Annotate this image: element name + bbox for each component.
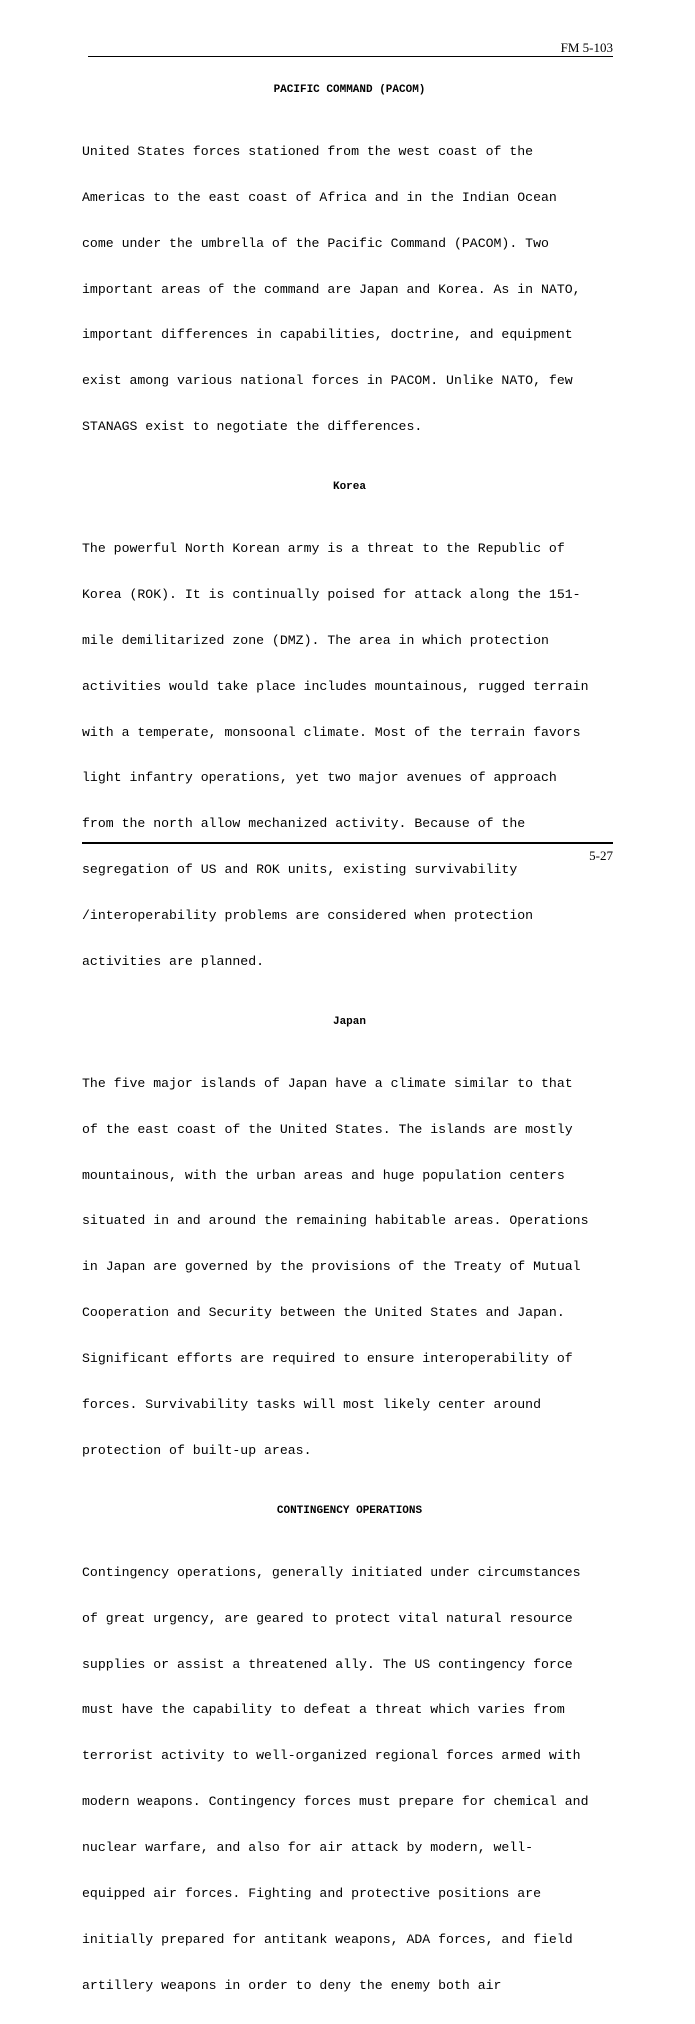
- text-line: forces. Survivability tasks will most likely center around: [82, 1397, 541, 1413]
- text-line: segregation of US and ROK units, existing survivability: [82, 862, 518, 878]
- section-heading-contingency: CONTINGENCY OPERATIONS: [276, 1504, 423, 1517]
- text-line: of great urgency, are geared to protect vital natural resource: [82, 1610, 573, 1626]
- text-line: The five major islands of Japan have a climate similar to that: [82, 1075, 573, 1091]
- text-line: equipped air forces. Fighting and protective positions are: [82, 1885, 541, 1901]
- section-heading-korea: Korea: [332, 481, 366, 494]
- text-line: important areas of the command are Japan and Korea. As in NATO,: [82, 281, 581, 297]
- text-line: mile demilitarized zone (DMZ). The area in which protection: [82, 632, 549, 648]
- text-line: Cooperation and Security between the United States and Japan.: [82, 1305, 565, 1321]
- text-line: Korea (ROK). It is continually poised for attack along the 151-: [82, 586, 581, 602]
- text-line: United States forces stationed from the west coast of the: [82, 143, 534, 159]
- text-line: modern weapons. Contingency forces must prepare for chemical and: [82, 1794, 589, 1810]
- text-line: situated in and around the remaining habitable areas. Operations: [82, 1213, 589, 1229]
- text-line: must have the capability to defeat a threat which varies from: [82, 1702, 565, 1718]
- section-heading-japan: Japan: [332, 1015, 366, 1028]
- footer-rule: [82, 842, 613, 844]
- text-line: light infantry operations, yet two major avenues of approach: [82, 770, 557, 786]
- text-line: STANAGS exist to negotiate the differences.: [82, 419, 423, 435]
- text-line: The powerful North Korean army is a threat to the Republic of: [82, 541, 565, 557]
- page-number: 5-27: [589, 848, 613, 863]
- paragraph-contingency: [82, 1534, 617, 2024]
- text-line: supplies or assist a threatened ally. The US contingency force: [82, 1656, 573, 1672]
- text-line: Significant efforts are required to ensure interoperability of: [82, 1351, 573, 1367]
- text-line: artillery weapons in order to deny the enemy both air: [82, 1977, 502, 1993]
- text-line: /interoperability problems are considered when protection: [82, 908, 534, 924]
- text-line: activities would take place includes mountainous, rugged terrain: [82, 678, 589, 694]
- text-line: exist among various national forces in PACOM. Unlike NATO, few: [82, 373, 573, 389]
- text-line: nuclear warfare, and also for air attack by modern, well-: [82, 1840, 534, 1856]
- text-line: initially prepared for antitank weapons, ADA forces, and field: [82, 1931, 573, 1947]
- section-heading-pacom: PACIFIC COMMAND (PACOM): [273, 84, 426, 96]
- text-line: Contingency operations, generally initiated under circumstances: [82, 1564, 581, 1580]
- text-line: with a temperate, monsoonal climate. Most of the terrain favors: [82, 724, 581, 740]
- text-line: mountainous, with the urban areas and huge population centers: [82, 1167, 565, 1183]
- header-rule: [88, 56, 613, 57]
- text-line: come under the umbrella of the Pacific Command (PACOM). Two: [82, 235, 549, 251]
- paragraph-pacom: [82, 113, 617, 465]
- text-line: important differences in capabilities, doctrine, and equipment: [82, 327, 573, 343]
- page-content: [82, 83, 617, 2024]
- document-id: FM 5-103: [560, 40, 613, 55]
- text-line: of the east coast of the United States. The islands are mostly: [82, 1121, 573, 1137]
- text-line: Americas to the east coast of Africa and in the Indian Ocean: [82, 189, 557, 205]
- text-line: terrorist activity to well-organized regional forces armed with: [82, 1748, 581, 1764]
- text-line: activities are planned.: [82, 954, 265, 970]
- paragraph-japan: [82, 1045, 617, 1489]
- text-line: protection of built-up areas.: [82, 1442, 312, 1458]
- paragraph-korea: [82, 510, 617, 1000]
- text-line: from the north allow mechanized activity. Because of the: [82, 816, 526, 832]
- text-line: in Japan are governed by the provisions of the Treaty of Mutual: [82, 1259, 581, 1275]
